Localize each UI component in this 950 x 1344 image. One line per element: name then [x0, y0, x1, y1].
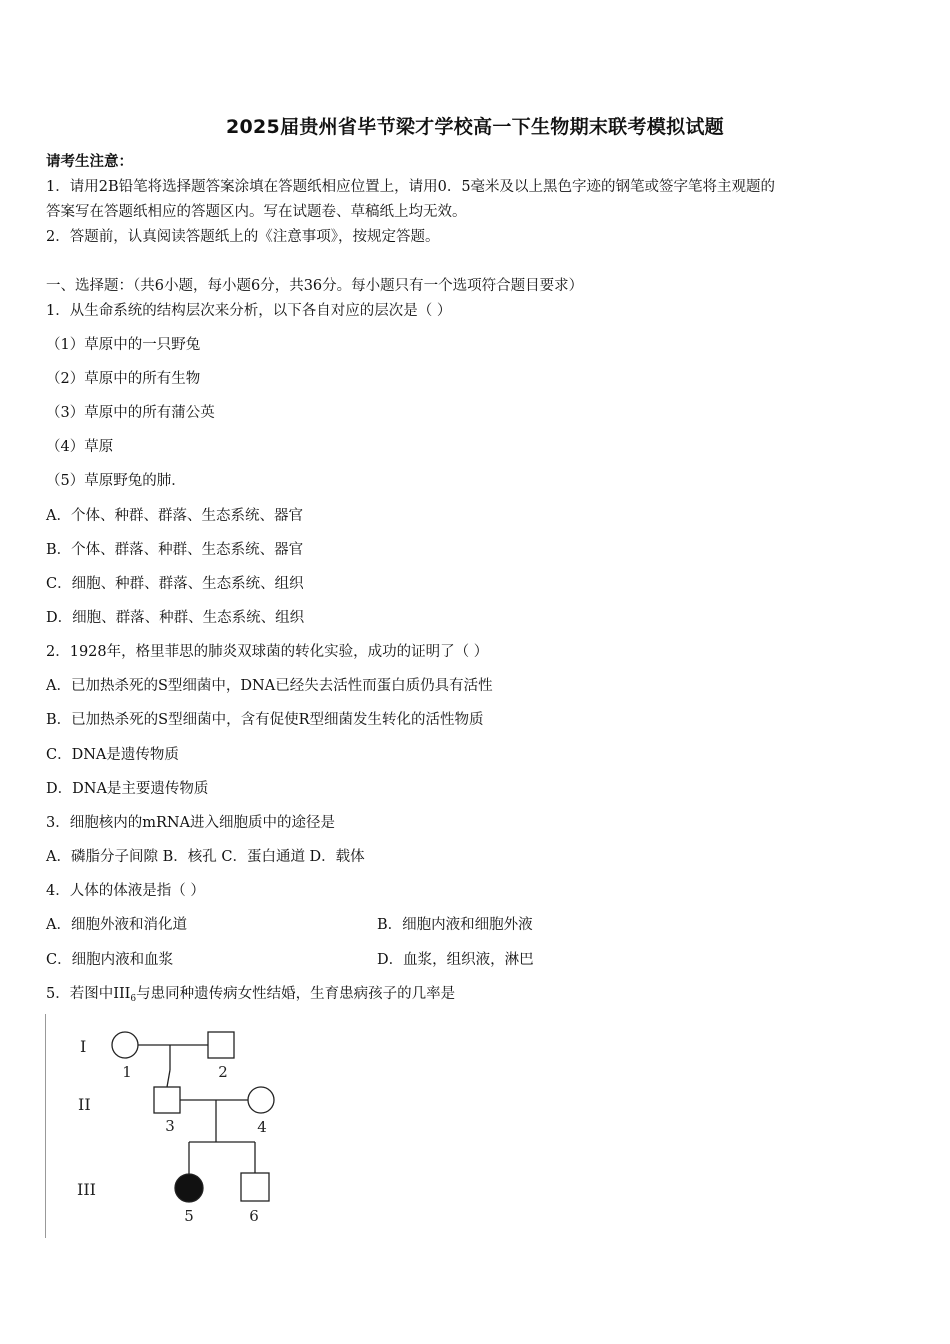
question-4-option-b: B．细胞内液和细胞外液 [377, 917, 533, 933]
individual-number: 5 [184, 1207, 194, 1225]
individual-number: 2 [218, 1063, 228, 1081]
generation-label-ii: II [78, 1095, 91, 1114]
question-4-option-a: A．细胞外液和消化道 [46, 917, 187, 933]
notice-item-2: 2．答题前，认真阅读答题纸上的《注意事项》，按规定答题。 [46, 229, 440, 245]
individual-number: 1 [122, 1063, 132, 1081]
question-1-item: （1）草原中的一只野兔 [46, 337, 201, 353]
question-5-stem-subscript: 6 [130, 994, 137, 1004]
question-3-options: A．磷脂分子间隙 B．核孔 C．蛋白通道 D．载体 [46, 849, 365, 865]
generation-label-iii: III [77, 1180, 96, 1199]
section-heading: 一、选择题：（共6小题，每小题6分，共36分。每小题只有一个选项符合题目要求） [46, 278, 584, 294]
question-3-stem: 3．细胞核内的mRNA进入细胞质中的途径是 [46, 815, 336, 831]
question-1-stem: 1．从生命系统的结构层次来分析，以下各自对应的层次是（ ） [46, 303, 452, 319]
generation-label-i: I [80, 1037, 87, 1056]
question-5-stem-post: 与患同种遗传病女性结婚，生育患病孩子的几率是 [136, 986, 456, 1002]
question-1-item: （5）草原野兔的肺． [46, 473, 186, 489]
question-1-item: （3）草原中的所有蒲公英 [46, 405, 215, 421]
individual-6-male [241, 1173, 269, 1201]
question-1-option-a: A．个体、种群、群落、生态系统、器官 [46, 508, 303, 524]
individual-3-male [154, 1087, 180, 1113]
question-1-item: （2）草原中的所有生物 [46, 371, 201, 387]
notice-heading: 请考生注意： [46, 153, 133, 170]
individual-number: 3 [165, 1117, 175, 1135]
question-1-option-c: C．细胞、种群、群落、生态系统、组织 [46, 576, 304, 592]
individual-4-female [248, 1087, 274, 1113]
page-title: 2025届贵州省毕节梁才学校高一下生物期末联考模拟试题 [226, 116, 724, 138]
question-4-stem: 4．人体的体液是指（ ） [46, 883, 205, 899]
question-2-stem: 2．1928年，格里菲思的肺炎双球菌的转化实验，成功的证明了（ ） [46, 644, 489, 660]
individual-1-female [112, 1032, 138, 1058]
question-5-stem-pre: 5．若图中III [46, 986, 131, 1002]
question-1-option-d: D．细胞、群落、种群、生态系统、组织 [46, 610, 305, 626]
question-2-option-b: B．已加热杀死的S型细菌中，含有促使R型细菌发生转化的活性物质 [46, 712, 484, 728]
question-2-option-a: A．已加热杀死的S型细菌中，DNA已经失去活性而蛋白质仍具有活性 [46, 678, 493, 694]
notice-item-1-line-1: 1．请用2B铅笔将选择题答案涂填在答题纸相应位置上，请用0．5毫米及以上黑色字迹的钢笔或签字笔将主观题的 [46, 179, 776, 195]
question-2-option-d: D．DNA是主要遗传物质 [46, 781, 209, 797]
question-2-option-c: C．DNA是遗传物质 [46, 747, 179, 763]
individual-5-affected-female [175, 1174, 203, 1202]
individual-number: 6 [249, 1207, 259, 1225]
notice-item-1-line-2: 答案写在答题纸相应的答题区内。写在试题卷、草稿纸上均无效。 [46, 204, 467, 220]
question-1-item: （4）草原 [46, 439, 114, 455]
question-5-stem [46, 984, 455, 1009]
question-4-option-d: D．血浆，组织液，淋巴 [377, 952, 534, 968]
pedigree-chart [44, 1014, 304, 1240]
individual-2-male [208, 1032, 234, 1058]
question-1-option-b: B．个体、群落、种群、生态系统、器官 [46, 542, 304, 558]
descent-link-3 [167, 1070, 170, 1087]
question-4-option-c: C．细胞内液和血浆 [46, 952, 174, 968]
individual-number: 4 [257, 1118, 267, 1136]
